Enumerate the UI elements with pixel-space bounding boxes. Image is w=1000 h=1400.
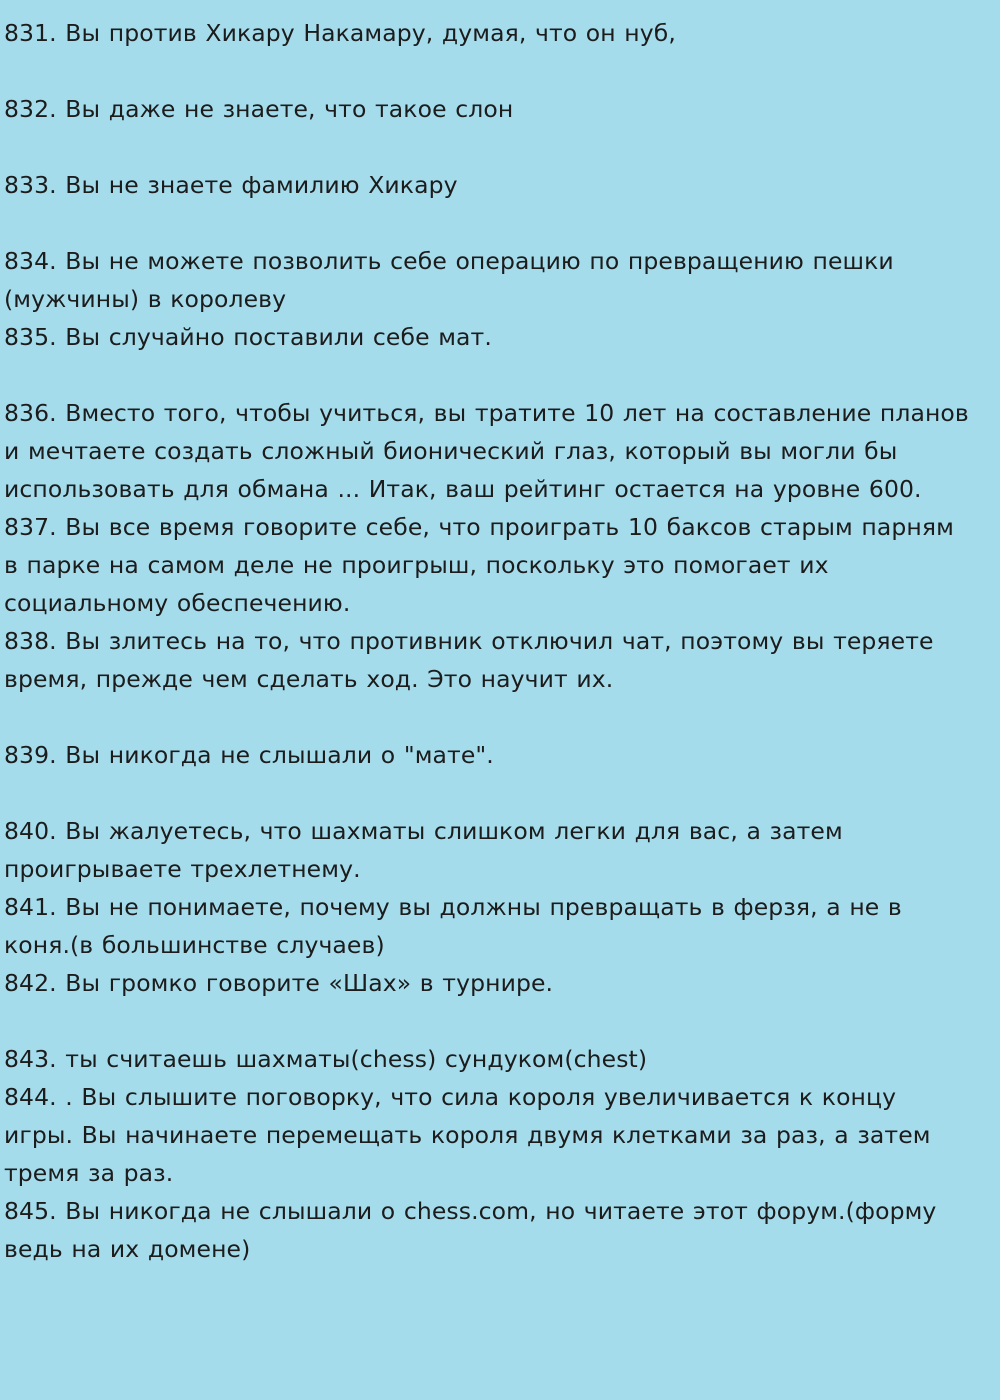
text-line: в парке на самом деле не проигрыш, поскольку это помогает их xyxy=(4,551,829,579)
text-line: коня.(в большинстве случаев) xyxy=(4,931,385,959)
text-line: 845. Вы никогда не слышали о chess.com, но читаете этот форум.(форму xyxy=(4,1197,937,1225)
text-line: и мечтаете создать сложный бионический глаз, который вы могли бы xyxy=(4,437,898,465)
blank-line xyxy=(4,204,989,242)
text-line: 838. Вы злитесь на то, что противник отключил чат, поэтому вы теряете xyxy=(4,627,934,655)
text-line: 835. Вы случайно поставили себе мат. xyxy=(4,323,492,351)
text-line: проигрываете трехлетнему. xyxy=(4,855,361,883)
text-line: 844. . Вы слышите поговорку, что сила короля увеличивается к концу xyxy=(4,1083,897,1111)
text-line: ведь на их домене) xyxy=(4,1235,251,1263)
text-line: 839. Вы никогда не слышали о "мате". xyxy=(4,741,494,769)
text-line: 832. Вы даже не знаете, что такое слон xyxy=(4,95,514,123)
text-line: 834. Вы не можете позволить себе операцию по превращению пешки xyxy=(4,247,894,275)
text-line: 837. Вы все время говорите себе, что проиграть 10 баксов старым парням xyxy=(4,513,954,541)
text-line: 843. ты считаешь шахматы(chess) сундуком(chest) xyxy=(4,1045,648,1073)
text-line: 833. Вы не знаете фамилию Хикару xyxy=(4,171,458,199)
text-line: 831. Вы против Хикару Накамару, думая, что он нуб, xyxy=(4,19,676,47)
text-line: 840. Вы жалуетесь, что шахматы слишком легки для вас, а затем xyxy=(4,817,843,845)
blank-line xyxy=(4,1002,989,1040)
text-line: (мужчины) в королеву xyxy=(4,285,287,313)
blank-line xyxy=(4,356,989,394)
blank-line xyxy=(4,774,989,812)
blank-line xyxy=(4,52,989,90)
blank-line xyxy=(4,698,989,736)
text-line: 841. Вы не понимаете, почему вы должны превращать в ферзя, а не в xyxy=(4,893,902,921)
text-line: 842. Вы громко говорите «Шах» в турнире. xyxy=(4,969,554,997)
text-line: тремя за раз. xyxy=(4,1159,174,1187)
text-line: игры. Вы начинаете перемещать короля двумя клетками за раз, а затем xyxy=(4,1121,931,1149)
text-line: использовать для обмана ... Итак, ваш рейтинг остается на уровне 600. xyxy=(4,475,922,503)
text-block xyxy=(4,14,989,1268)
text-line: социальному обеспечению. xyxy=(4,589,351,617)
text-line: время, прежде чем сделать ход. Это научит их. xyxy=(4,665,614,693)
blank-line xyxy=(4,128,989,166)
text-line: 836. Вместо того, чтобы учиться, вы тратите 10 лет на составление планов xyxy=(4,399,969,427)
